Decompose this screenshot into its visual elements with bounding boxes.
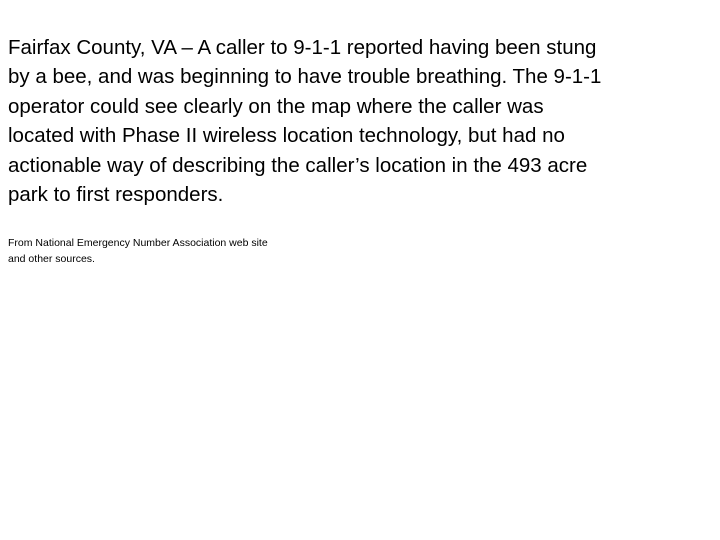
source-note [8,236,268,267]
source-note-line: and other sources. [8,252,95,265]
incident-description-line: actionable way of describing the caller’s location in the 493 acre [8,153,588,177]
incident-description-line: operator could see clearly on the map where the caller was [8,94,544,118]
incident-description-line: by a bee, and was beginning to have trouble breathing. The 9-1-1 [8,65,602,89]
source-note-line: From National Emergency Number Association web site [8,237,268,249]
incident-description-line: located with Phase II wireless location technology, but had no [8,124,565,148]
incident-description-line: Fairfax County, VA – A caller to 9-1-1 reported having been stung [8,36,597,59]
incident-description [8,33,716,209]
incident-description-line: park to first responders. [8,183,224,207]
